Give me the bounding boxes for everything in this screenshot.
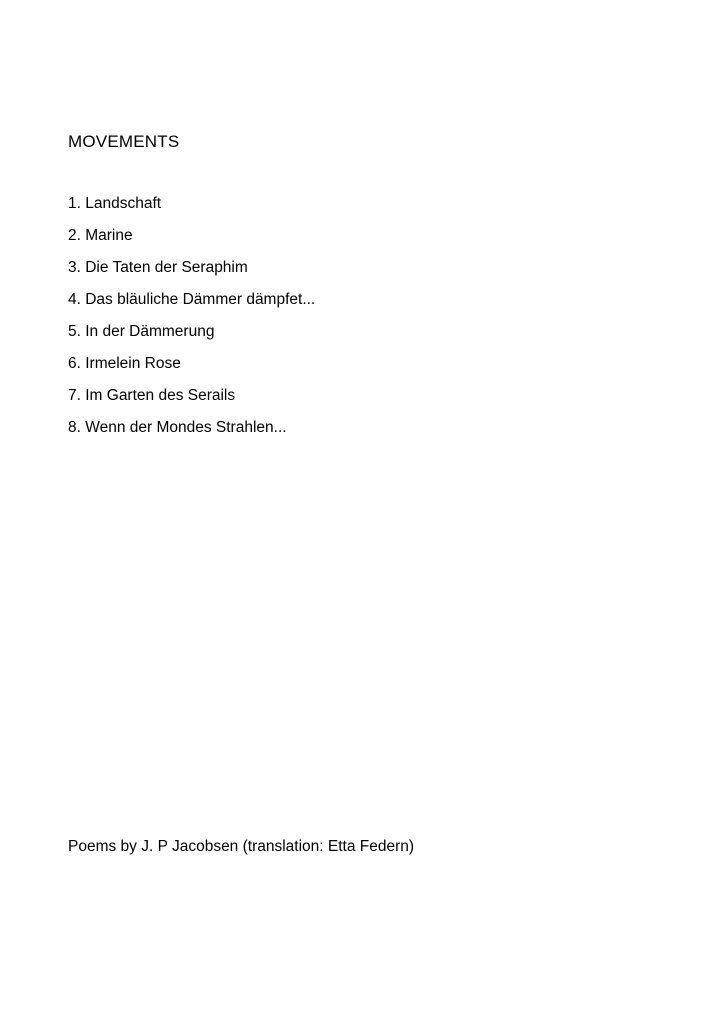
movement-item-5: 5. In der Dämmerung: [68, 323, 215, 340]
movement-item-7: 7. Im Garten des Serails: [68, 387, 236, 404]
movement-item-1: 1. Landschaft: [68, 195, 162, 212]
movement-item-3: 3. Die Taten der Seraphim: [68, 259, 248, 276]
poem-credits: Poems by J. P Jacobsen (translation: Etta Federn): [68, 838, 415, 855]
movements-heading: MOVEMENTS: [68, 132, 180, 151]
movement-item-6: 6. Irmelein Rose: [68, 355, 181, 372]
movements-list: [68, 193, 315, 449]
movement-item-8: 8. Wenn der Mondes Strahlen...: [68, 419, 287, 436]
movement-item-4: 4. Das bläuliche Dämmer dämpfet...: [68, 291, 316, 308]
movement-item-2: 2. Marine: [68, 227, 133, 244]
